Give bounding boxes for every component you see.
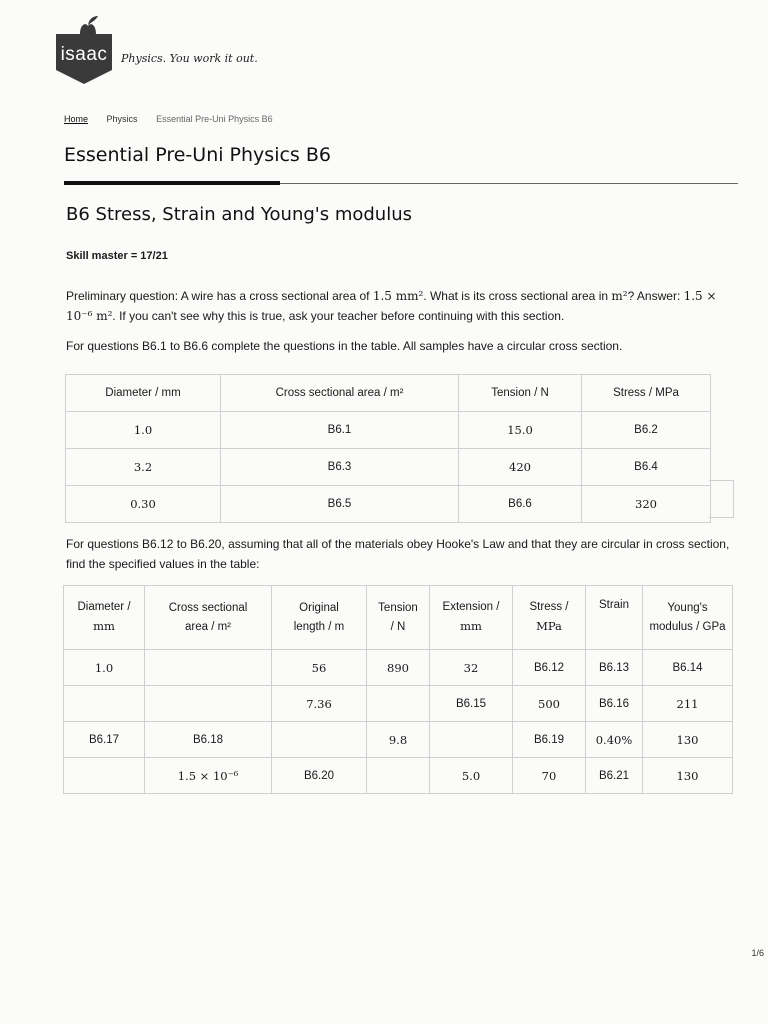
prelim-answer: 1.5 × 10⁻⁶ m² <box>66 289 717 323</box>
prelim-text-start: Preliminary question: A wire has a cross sectional area of <box>66 289 373 303</box>
table-cell <box>367 758 430 794</box>
table-header-row <box>64 586 733 650</box>
table-cell: B6.4 <box>582 449 711 486</box>
title-divider-accent <box>64 181 280 185</box>
table-cell <box>145 686 272 722</box>
table-cell: 9.8 <box>367 722 430 758</box>
table-cell: B6.14 <box>643 650 733 686</box>
table-row <box>64 758 733 794</box>
section-title: B6 Stress, Strain and Young's modulus <box>66 204 412 225</box>
table-cell: B6.5 <box>221 486 459 523</box>
table-header: Diameter / mm <box>64 586 145 650</box>
prelim-text-ask: ? Answer: <box>627 289 684 303</box>
table-header: Tension / N <box>459 375 582 412</box>
table-cell: B6.16 <box>586 686 643 722</box>
prelim-unit: m² <box>611 289 628 303</box>
table-cell: B6.17 <box>64 722 145 758</box>
table-header: Young's modulus / GPa <box>643 586 733 650</box>
table-header: Stress / MPa <box>513 586 586 650</box>
table-cell: B6.1 <box>221 412 459 449</box>
table-cell: 130 <box>643 758 733 794</box>
table-cell <box>367 686 430 722</box>
breadcrumb-physics[interactable]: Physics <box>106 114 138 124</box>
table-cell: 1.0 <box>66 412 221 449</box>
logo-text: isaac <box>60 44 108 65</box>
table-circular-samples <box>65 374 711 523</box>
table-cell: B6.6 <box>459 486 582 523</box>
table-cell: 211 <box>643 686 733 722</box>
table1-intro: For questions B6.1 to B6.6 complete the questions in the table. All samples have a circular cross section. <box>66 339 623 353</box>
table-cell: 890 <box>367 650 430 686</box>
table-cell: 420 <box>459 449 582 486</box>
table-header: Cross sectional area / m² <box>221 375 459 412</box>
table2-intro: For questions B6.12 to B6.20, assuming that all of the materials obey Hooke's Law and that they are circular in cross section, find the specified values in the table: <box>66 537 730 571</box>
table-stray-cell <box>709 480 734 518</box>
table-cell: 56 <box>272 650 367 686</box>
table-cell: 500 <box>513 686 586 722</box>
table-cell: B6.13 <box>586 650 643 686</box>
table-header: Original length / m <box>272 586 367 650</box>
preliminary-question <box>66 286 738 326</box>
table-row <box>66 486 711 523</box>
prelim-text-mid: . What is its cross sectional area in <box>423 289 612 303</box>
table-header: Strain <box>586 586 643 650</box>
table-cell: B6.2 <box>582 412 711 449</box>
table-header: Stress / MPa <box>582 375 711 412</box>
table-cell: B6.20 <box>272 758 367 794</box>
table-hookes-law <box>63 585 733 794</box>
breadcrumb-home[interactable]: Home <box>64 114 89 124</box>
table-header: Extension / mm <box>430 586 513 650</box>
table-cell: 1.5 × 10⁻⁶ <box>145 758 272 794</box>
prelim-text-end: . If you can't see why this is true, ask your teacher before continuing with this section. <box>112 309 565 323</box>
table-cell: 3.2 <box>66 449 221 486</box>
table-row <box>64 686 733 722</box>
table-header-row <box>66 375 711 412</box>
table-cell: 5.0 <box>430 758 513 794</box>
table-cell <box>430 722 513 758</box>
tagline: Physics. You work it out. <box>121 52 258 65</box>
table-cell: 0.30 <box>66 486 221 523</box>
table-cell <box>64 686 145 722</box>
table-cell <box>64 758 145 794</box>
table-cell: 7.36 <box>272 686 367 722</box>
table-cell: 130 <box>643 722 733 758</box>
apple-leaf-icon <box>76 14 100 36</box>
skill-master: Skill master = 17/21 <box>66 250 168 262</box>
table-cell <box>145 650 272 686</box>
page-number: 1/6 <box>751 948 764 958</box>
table-row <box>64 650 733 686</box>
page-title: Essential Pre-Uni Physics B6 <box>64 144 331 166</box>
table-cell: B6.12 <box>513 650 586 686</box>
breadcrumb <box>64 114 289 124</box>
table-cell <box>272 722 367 758</box>
table-cell: B6.21 <box>586 758 643 794</box>
table-header: Cross sectional area / m² <box>145 586 272 650</box>
table-cell: B6.3 <box>221 449 459 486</box>
table-header: Tension / N <box>367 586 430 650</box>
isaac-logo <box>56 14 112 86</box>
prelim-area: 1.5 mm² <box>372 289 424 303</box>
table-row <box>66 449 711 486</box>
table-cell: 32 <box>430 650 513 686</box>
table-cell: 70 <box>513 758 586 794</box>
table-cell: 0.40% <box>586 722 643 758</box>
breadcrumb-current: Essential Pre-Uni Physics B6 <box>156 114 273 124</box>
table-row <box>66 412 711 449</box>
table-cell: 15.0 <box>459 412 582 449</box>
table-cell: B6.15 <box>430 686 513 722</box>
table-row <box>64 722 733 758</box>
table-cell: B6.18 <box>145 722 272 758</box>
table-header: Diameter / mm <box>66 375 221 412</box>
table-cell: 1.0 <box>64 650 145 686</box>
table-cell: B6.19 <box>513 722 586 758</box>
table-cell: 320 <box>582 486 711 523</box>
